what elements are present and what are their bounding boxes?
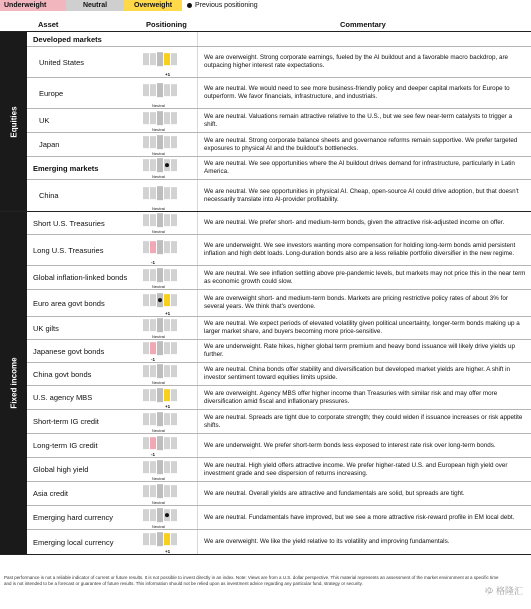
asset-name: China govt bonds: [33, 369, 92, 379]
gauge-label-neutral: Neutral: [152, 206, 165, 211]
positioning-cell: [139, 78, 197, 108]
gauge-label-position: +1: [165, 404, 171, 409]
gauge-segment: [150, 112, 156, 124]
gauge-segment: [150, 342, 156, 354]
gauge-segment: [143, 241, 149, 253]
previous-positioning-dot: [165, 163, 169, 167]
gauge-segment: [164, 485, 170, 497]
gauge-segment: [150, 319, 156, 331]
gauge-segment: [157, 293, 163, 307]
positioning-cell: [139, 434, 197, 457]
positioning-gauge: [143, 342, 178, 355]
gauge-segment: [150, 241, 156, 253]
positioning-cell: [139, 386, 197, 409]
commentary: We are neutral. Fundamentals have improved, but we see a more attractive risk-reward profile in EM local debt.: [197, 506, 531, 529]
legend-underweight: Underweight: [0, 0, 66, 11]
asset-name: UK gilts: [33, 323, 59, 333]
asset-name: Emerging hard currency: [33, 513, 114, 522]
gauge-segment: [171, 241, 177, 253]
positioning-gauge: [143, 294, 178, 307]
gauge-label-neutral: Neutral: [152, 476, 165, 481]
gauge-segment: [164, 136, 170, 148]
gauge-segment: [164, 214, 170, 226]
gauge-segment: [143, 342, 149, 354]
gauge-label-neutral: Neutral: [152, 103, 165, 108]
gauge-label-neutral: Neutral: [152, 174, 165, 179]
positioning-cell: [139, 212, 197, 234]
column-header-positioning: Positioning: [146, 20, 187, 29]
legend-previous: [182, 2, 258, 9]
positioning-cell: [139, 235, 197, 265]
positioning-cell: [139, 482, 197, 505]
gauge-label-neutral: Neutral: [152, 524, 165, 529]
gauge-segment: [164, 159, 170, 171]
commentary: We are overweight. Agency MBS offer higher income than Treasuries with similar risk and may offer more diversification amid fiscal and inflationary pressures.: [197, 386, 531, 409]
previous-positioning-dot: [165, 513, 169, 517]
asset-name: Asia credit: [33, 489, 69, 498]
gauge-segment: [171, 136, 177, 148]
commentary: We are neutral. We see inflation settling above pre-pandemic levels, but markets may not price this in the near term as economic growth could slow.: [197, 266, 531, 289]
gauge-segment: [164, 509, 170, 521]
watermark: ゆ 格隆汇: [484, 586, 523, 596]
positioning-gauge: [143, 485, 178, 498]
positioning-cell: [139, 180, 197, 211]
commentary: We are neutral. High yield offers attractive income. We prefer higher-rated U.S. and European high yield over investment grade and see dispersion of returns increasing.: [197, 458, 531, 481]
asset-name: United States: [39, 57, 85, 67]
positioning-gauge: [143, 187, 178, 200]
footnote: Past performance is not a reliable indicator of current or future results. It is not possible to invest directly in an index. Note: Views are from a U.S. dollar perspective. This material represents an assessment of the market environment at a specific time and is not intended to be a forecast or guarantee of future results. This information should not be relied upon as investment advice regarding any particular fund, strategy or security.: [4, 575, 499, 586]
legend: [0, 0, 258, 11]
asset-name: U.S. agency MBS: [33, 393, 93, 402]
gauge-segment: [164, 112, 170, 124]
table-row: [27, 410, 531, 434]
positioning-cell: [139, 290, 197, 316]
gauge-segment: [157, 412, 163, 426]
gauge-segment: [143, 112, 149, 124]
asset-name: Europe: [39, 88, 64, 98]
gauge-segment: [171, 187, 177, 199]
gauge-segment: [157, 364, 163, 378]
table-row: [27, 180, 531, 211]
gauge-label-position: +1: [165, 311, 171, 316]
commentary: We are underweight. We prefer short-term bonds less exposed to interest rate risk over long-term bonds.: [197, 434, 531, 457]
gauge-segment: [157, 484, 163, 498]
positioning-gauge: [143, 365, 178, 378]
gauge-label-neutral: Neutral: [152, 229, 165, 234]
gauge-segment: [157, 388, 163, 402]
gauge-segment: [171, 269, 177, 281]
gauge-segment: [164, 365, 170, 377]
gauge-segment: [143, 365, 149, 377]
gauge-label-position: +1: [165, 72, 171, 77]
gauge-segment: [171, 112, 177, 124]
gauge-segment: [171, 159, 177, 171]
gauge-segment: [164, 269, 170, 281]
gauge-segment: [171, 365, 177, 377]
gauge-label-neutral: Neutral: [152, 127, 165, 132]
legend-previous-label: Previous positioning: [195, 2, 258, 9]
commentary: We are neutral. We expect periods of elevated volatility given political uncertainty, longer-term bonds making up a larger market share, and buyers becoming more price-sensitive.: [197, 317, 531, 339]
table-row: [27, 235, 531, 266]
column-header-asset: Asset: [38, 20, 59, 29]
legend-neutral: Neutral: [66, 0, 124, 11]
section-name: Fixed income: [9, 357, 18, 409]
section-0: [0, 31, 531, 211]
gauge-label-neutral: Neutral: [152, 380, 165, 385]
positioning-cell: [139, 506, 197, 529]
table-row: [27, 266, 531, 290]
asset-name: Japan: [39, 140, 60, 149]
gauge-segment: [150, 187, 156, 199]
gauge-segment: [157, 460, 163, 474]
table-row: [27, 363, 531, 386]
table-row: [27, 109, 531, 133]
asset-name: Short U.S. Treasuries: [33, 218, 105, 228]
column-header-commentary: Commentary: [340, 20, 386, 29]
gauge-segment: [164, 84, 170, 96]
positioning-cell: [139, 410, 197, 433]
gauge-segment: [157, 213, 163, 227]
gauge-segment: [157, 158, 163, 172]
gauge-segment: [171, 485, 177, 497]
gauge-segment: [164, 533, 170, 545]
gauge-segment: [171, 342, 177, 354]
gauge-segment: [171, 413, 177, 425]
gauge-segment: [157, 532, 163, 546]
positioning-cell: [139, 133, 197, 156]
section-name: Equities: [9, 105, 18, 138]
gauge-segment: [150, 84, 156, 96]
positioning-gauge: [143, 84, 178, 97]
asset-name: Long U.S. Treasuries: [33, 245, 104, 255]
gauge-segment: [143, 294, 149, 306]
gauge-segment: [164, 389, 170, 401]
table-row: [27, 32, 531, 47]
commentary: We are neutral. We prefer short- and medium-term bonds, given the attractive risk-adjusted income on offer.: [197, 212, 531, 234]
gauge-label-position: -1: [151, 357, 156, 362]
gauge-segment: [164, 241, 170, 253]
table-row: [27, 340, 531, 363]
positioning-cell: [139, 157, 197, 179]
gauge-segment: [171, 461, 177, 473]
gauge-segment: [150, 485, 156, 497]
positioning-cell: [139, 363, 197, 385]
gauge-label-position: -1: [151, 452, 156, 457]
table-row: [27, 133, 531, 157]
gauge-segment: [150, 294, 156, 306]
table-row: [27, 530, 531, 554]
asset-name: Global inflation-linked bonds: [33, 273, 128, 282]
gauge-segment: [157, 111, 163, 125]
commentary: We are underweight. We see investors wanting more compensation for holding long-term bonds amid persistent inflation and high debt loads. Long-duration bonds also are a less reliable portfolio diversifier in the new regime.: [197, 235, 531, 265]
gauge-segment: [171, 437, 177, 449]
positioning-cell: [139, 340, 197, 362]
gauge-segment: [164, 437, 170, 449]
gauge-segment: [143, 319, 149, 331]
positioning-gauge: [143, 389, 178, 402]
asset-name: UK: [39, 116, 50, 125]
positioning-gauge: [143, 461, 178, 474]
section-label: [0, 212, 27, 554]
gauge-segment: [157, 83, 163, 97]
gauge-segment: [150, 269, 156, 281]
gauge-segment: [164, 342, 170, 354]
gauge-segment: [171, 84, 177, 96]
positioning-cell: [139, 109, 197, 132]
positioning-gauge: [143, 269, 178, 282]
positioning-gauge: [143, 319, 178, 332]
gauge-segment: [143, 187, 149, 199]
table-row: [27, 434, 531, 458]
gauge-segment: [150, 389, 156, 401]
gauge-segment: [150, 136, 156, 148]
gauge-segment: [157, 508, 163, 522]
gauge-segment: [157, 436, 163, 450]
positioning-table: [0, 31, 531, 555]
gauge-segment: [171, 509, 177, 521]
gauge-segment: [171, 294, 177, 306]
gauge-segment: [171, 389, 177, 401]
commentary: We are overweight. Strong corporate earnings, fueled by the AI buildout and a favorable macro backdrop, are outpacing higher interest rate expectations.: [197, 47, 531, 77]
gauge-segment: [143, 485, 149, 497]
positioning-gauge: [143, 53, 178, 66]
gauge-segment: [171, 214, 177, 226]
commentary: We are neutral. Strong corporate balance sheets and governance reforms remain supportive. We prefer targeted exposures to physical AI and the buildout's bottlenecks.: [197, 133, 531, 156]
gauge-segment: [164, 294, 170, 306]
commentary: [197, 32, 531, 46]
table-row: [27, 386, 531, 410]
positioning-gauge: [143, 241, 178, 254]
gauge-segment: [157, 240, 163, 254]
gauge-segment: [150, 214, 156, 226]
gauge-segment: [143, 389, 149, 401]
gauge-segment: [143, 533, 149, 545]
gauge-segment: [150, 53, 156, 65]
gauge-segment: [164, 461, 170, 473]
gauge-segment: [143, 437, 149, 449]
gauge-segment: [164, 319, 170, 331]
table-row: [27, 157, 531, 180]
gauge-segment: [143, 269, 149, 281]
positioning-cell: [139, 317, 197, 339]
previous-positioning-dot: [158, 298, 162, 302]
positioning-gauge: [143, 214, 178, 227]
commentary: We are overweight. We like the yield relative to its volatility and improving fundamentals.: [197, 530, 531, 554]
commentary: We are neutral. We see opportunities where the AI buildout drives demand for infrastructure, particularly in Latin America.: [197, 157, 531, 179]
commentary: We are neutral. China bonds offer stability and diversification but developed market yields are higher. A shift in investor sentiment toward equities limits upside.: [197, 363, 531, 385]
positioning-cell: [139, 266, 197, 289]
gauge-label-neutral: Neutral: [152, 428, 165, 433]
gauge-segment: [143, 159, 149, 171]
asset-name: Short-term IG credit: [33, 417, 99, 426]
gauge-label-neutral: Neutral: [152, 500, 165, 505]
positioning-gauge: [143, 533, 178, 546]
gauge-segment: [157, 268, 163, 282]
gauge-segment: [164, 53, 170, 65]
asset-name: China: [39, 191, 59, 200]
positioning-gauge: [143, 509, 178, 522]
table-row: [27, 458, 531, 482]
section-rows: [27, 212, 531, 554]
section-1: [0, 211, 531, 555]
commentary: We are neutral. Overall yields are attractive and fundamentals are solid, but spreads are tight.: [197, 482, 531, 505]
gauge-segment: [157, 318, 163, 332]
gauge-segment: [150, 437, 156, 449]
asset-name: Long-term IG credit: [33, 441, 98, 450]
gauge-segment: [143, 84, 149, 96]
gauge-segment: [150, 509, 156, 521]
positioning-gauge: [143, 413, 178, 426]
section-label: [0, 32, 27, 211]
positioning-cell: [139, 47, 197, 77]
table-row: [27, 290, 531, 317]
legend-overweight: Overweight: [124, 0, 182, 11]
commentary: We are neutral. Valuations remain attractive relative to the U.S., but we see few near-term catalysts to trigger a shift.: [197, 109, 531, 132]
commentary: We are neutral. Spreads are tight due to corporate strength; they could widen if issuance increases or risk appetite shifts.: [197, 410, 531, 433]
positioning-gauge: [143, 159, 178, 172]
gauge-segment: [143, 53, 149, 65]
gauge-segment: [143, 214, 149, 226]
section-rows: [27, 32, 531, 211]
positioning-cell: [139, 530, 197, 554]
table-row: [27, 212, 531, 235]
asset-name: Global high yield: [33, 465, 89, 474]
positioning-gauge: [143, 112, 178, 125]
gauge-segment: [157, 135, 163, 149]
gauge-segment: [150, 533, 156, 545]
gauge-segment: [143, 136, 149, 148]
table-row: [27, 506, 531, 530]
positioning-cell: [139, 32, 197, 46]
commentary: We are underweight. Rate hikes, higher global term premium and heavy bond issuance will likely drive yields up further.: [197, 340, 531, 362]
gauge-segment: [164, 413, 170, 425]
gauge-segment: [150, 365, 156, 377]
gauge-segment: [157, 186, 163, 200]
gauge-segment: [164, 187, 170, 199]
asset-name: Japanese govt bonds: [33, 346, 105, 356]
positioning-gauge: [143, 437, 178, 450]
asset-name: Emerging markets: [33, 163, 99, 173]
table-row: [27, 47, 531, 78]
gauge-segment: [171, 533, 177, 545]
table-row: [27, 482, 531, 506]
table-row: [27, 78, 531, 109]
commentary: We are neutral. We would need to see more business-friendly policy and deeper capital markets for Europe to outperform. We favor financials, infrastructure, and industrials.: [197, 78, 531, 108]
table-row: [27, 317, 531, 340]
gauge-segment: [150, 413, 156, 425]
gauge-label-position: -1: [151, 260, 156, 265]
gauge-segment: [143, 509, 149, 521]
previous-dot-icon: [187, 3, 192, 8]
gauge-segment: [143, 461, 149, 473]
gauge-segment: [150, 461, 156, 473]
gauge-segment: [157, 341, 163, 355]
gauge-segment: [171, 53, 177, 65]
gauge-label-neutral: Neutral: [152, 151, 165, 156]
asset-name: Euro area govt bonds: [33, 298, 105, 308]
gauge-segment: [143, 413, 149, 425]
commentary: We are neutral. We see opportunities in physical AI. Cheap, open-source AI could drive adoption, but that doesn't necessarily translate into AI-provider profitability.: [197, 180, 531, 211]
gauge-segment: [171, 319, 177, 331]
gauge-segment: [150, 159, 156, 171]
gauge-label-position: +1: [165, 549, 171, 554]
gauge-label-neutral: Neutral: [152, 334, 165, 339]
gauge-label-neutral: Neutral: [152, 284, 165, 289]
commentary: We are overweight short- and medium-term bonds. Markets are pricing restrictive policy rates of about 3% for several years. We think that's overdone.: [197, 290, 531, 316]
gauge-segment: [157, 52, 163, 66]
positioning-cell: [139, 458, 197, 481]
positioning-gauge: [143, 136, 178, 149]
asset-name: Developed markets: [33, 34, 102, 44]
asset-name: Emerging local currency: [33, 537, 114, 547]
